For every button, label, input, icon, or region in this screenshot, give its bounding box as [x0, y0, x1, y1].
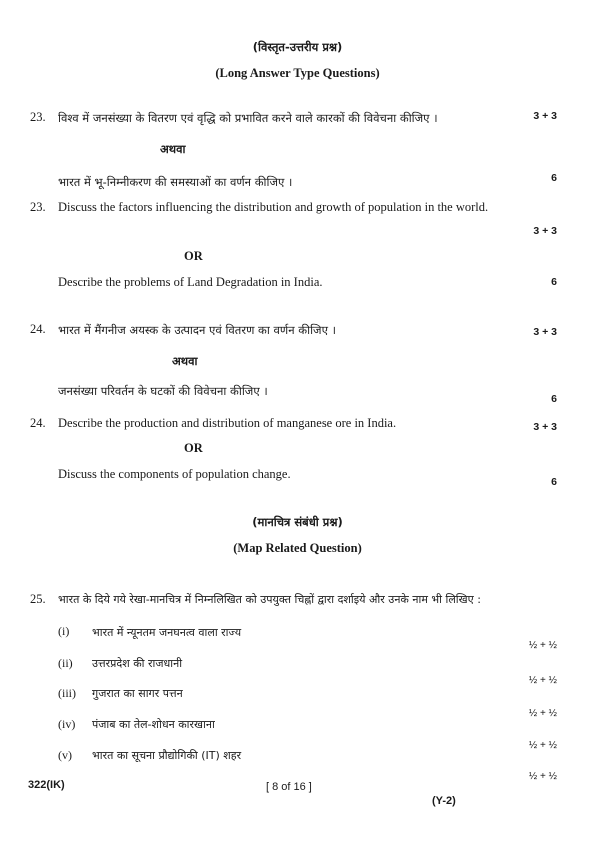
- map-section-heading-hindi: (मानचित्र संबंधी प्रश्न): [252, 515, 343, 529]
- or-label: अथवा: [172, 354, 198, 368]
- or-label: अथवा: [160, 142, 186, 156]
- item-label: (i): [58, 624, 70, 638]
- alternate-question-marks: 6: [551, 393, 557, 405]
- item-text: भारत में न्यूनतम जनघनत्व वाला राज्य: [92, 626, 242, 639]
- item-text: भारत का सूचना प्रौद्योगिकी (IT) शहर: [92, 749, 242, 762]
- item-label: (iv): [58, 717, 76, 731]
- or-label: OR: [184, 441, 203, 455]
- question-marks: 3 + 3: [533, 326, 557, 338]
- question-text: विश्व में जनसंख्या के वितरण एवं वृद्धि को प्रभावित करने वाले कारकों की विवेचना कीजिए ।: [58, 111, 438, 125]
- item-marks: ½ + ½: [528, 675, 557, 686]
- question-number: 23.: [30, 200, 46, 214]
- question-text: भारत में मैंगनीज अयस्क के उत्पादन एवं वितरण का वर्णन कीजिए ।: [58, 323, 336, 337]
- paper-code: 322(IK): [28, 779, 65, 791]
- alternate-question-text: जनसंख्या परिवर्तन के घटकों की विवेचना कीजिए ।: [58, 384, 268, 398]
- page-number: [ 8 of 16 ]: [266, 781, 312, 793]
- set-code: (Y-2): [432, 795, 456, 807]
- item-label: (iii): [58, 686, 76, 700]
- question-number: 24.: [30, 416, 46, 430]
- question-marks: 3 + 3: [533, 421, 557, 433]
- item-label: (ii): [58, 656, 73, 670]
- question-number: 24.: [30, 322, 46, 336]
- question-text: Discuss the factors influencing the distribution and growth of population in the world.: [58, 200, 489, 214]
- alternate-question-text: Describe the problems of Land Degradation in India.: [58, 275, 323, 289]
- section-heading-hindi: (विस्तृत-उत्तरीय प्रश्न): [252, 40, 343, 54]
- question-number: 23.: [30, 110, 46, 124]
- alternate-question-marks: 6: [551, 172, 557, 184]
- alternate-question-text: भारत में भू-निम्नीकरण की समस्याओं का वर्णन कीजिए ।: [58, 175, 293, 189]
- item-text: गुजरात का सागर पत्तन: [92, 687, 183, 700]
- question-text: Describe the production and distribution of manganese ore in India.: [58, 416, 397, 430]
- item-marks: ½ + ½: [528, 640, 557, 651]
- item-marks: ½ + ½: [528, 771, 557, 782]
- alternate-question-marks: 6: [551, 276, 557, 288]
- map-section-heading-english: (Map Related Question): [233, 541, 362, 555]
- question-number: 25.: [30, 592, 46, 606]
- question-marks: 3 + 3: [533, 110, 557, 122]
- item-marks: ½ + ½: [528, 708, 557, 719]
- alternate-question-text: Discuss the components of population change.: [58, 467, 291, 481]
- question-marks: 3 + 3: [533, 225, 557, 237]
- item-label: (v): [58, 748, 72, 762]
- alternate-question-marks: 6: [551, 476, 557, 488]
- item-marks: ½ + ½: [528, 740, 557, 751]
- or-label: OR: [184, 249, 203, 263]
- section-heading-english: (Long Answer Type Questions): [215, 66, 380, 80]
- item-text: पंजाब का तेल-शोधन कारखाना: [92, 718, 215, 731]
- item-text: उत्तरप्रदेश की राजधानी: [92, 657, 183, 670]
- question-text: भारत के दिये गये रेखा-मानचित्र में निम्नलिखित को उपयुक्त चिह्नों द्वारा दर्शाइये और उनके नाम भी लिखिए :: [58, 593, 481, 606]
